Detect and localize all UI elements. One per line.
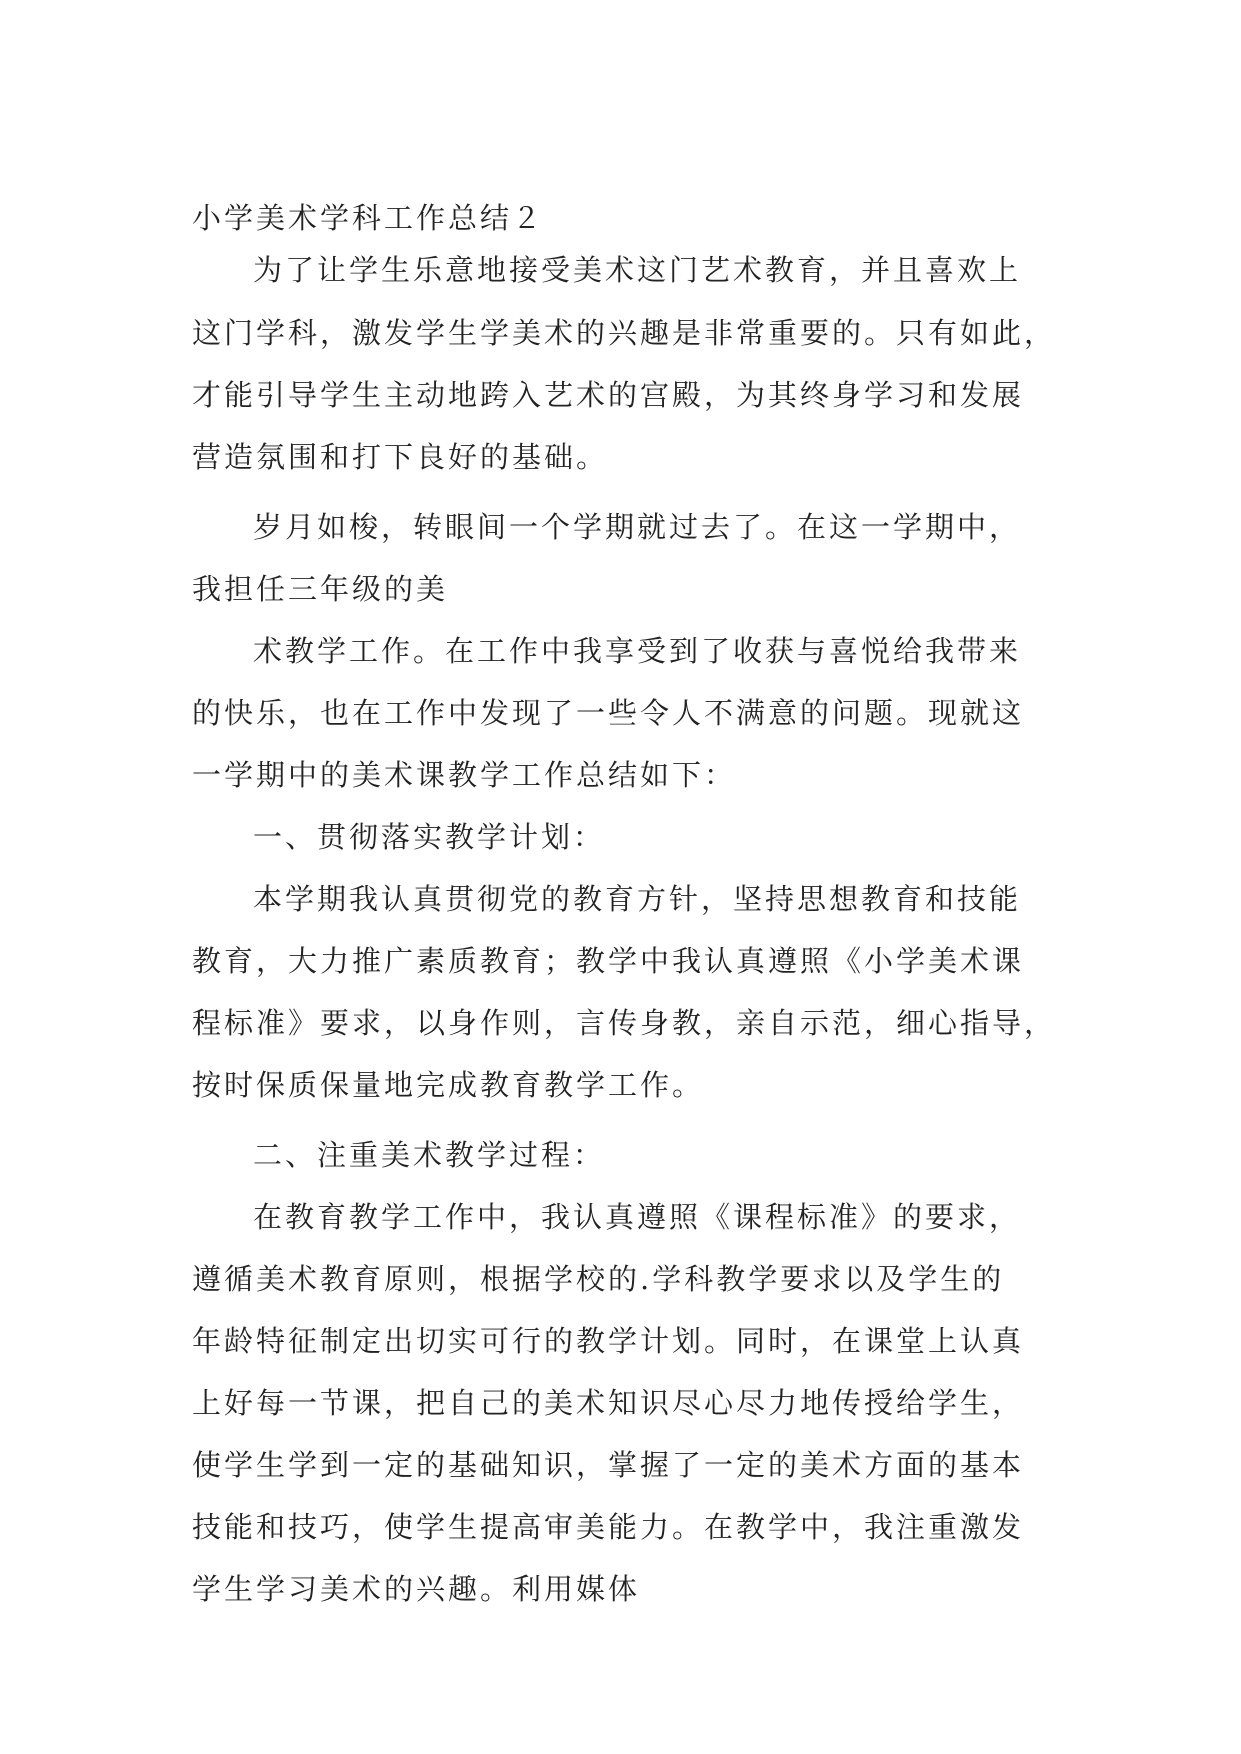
text-line: 学生学习美术的兴趣。利用媒体 <box>192 1572 641 1606</box>
text-line: 的快乐，也在工作中发现了一些令人不满意的问题。现就这 <box>192 696 1025 730</box>
text-line: 这门学科，激发学生学美术的兴趣是非常重要的。只有如此， <box>192 316 1057 350</box>
text-line: 在教育教学工作中，我认真遵照《课程标准》的要求， <box>253 1200 1022 1234</box>
text-line: 遵循美术教育原则，根据学校的.学科教学要求以及学生的 <box>192 1262 1005 1296</box>
text-line: 营造氛围和打下良好的基础。 <box>192 440 609 474</box>
text-line: 岁月如梭，转眼间一个学期就过去了。在这一学期中， <box>253 510 1022 544</box>
text-line: 使学生学到一定的基础知识，掌握了一定的美术方面的基本 <box>192 1448 1025 1482</box>
document-title: 小学美术学科工作总结２ <box>192 201 545 235</box>
text-line: 术教学工作。在工作中我享受到了收获与喜悦给我带来 <box>253 634 1022 668</box>
text-line: 年龄特征制定出切实可行的教学计划。同时，在课堂上认真 <box>192 1324 1025 1358</box>
text-line: 上好每一节课，把自己的美术知识尽心尽力地传授给学生， <box>192 1386 1025 1420</box>
text-line: 按时保质保量地完成教育教学工作。 <box>192 1068 705 1102</box>
text-line: 本学期我认真贯彻党的教育方针，坚持思想教育和技能 <box>253 882 1022 916</box>
text-line: 一学期中的美术课教学工作总结如下： <box>192 758 737 792</box>
text-line: 才能引导学生主动地跨入艺术的宫殿，为其终身学习和发展 <box>192 378 1025 412</box>
text-line: 程标准》要求，以身作则，言传身教，亲自示范，细心指导， <box>192 1006 1057 1040</box>
section-heading: 一、贯彻落实教学计划： <box>253 820 606 854</box>
text-line: 教育，大力推广素质教育；教学中我认真遵照《小学美术课 <box>192 944 1025 978</box>
text-line: 技能和技巧，使学生提高审美能力。在教学中，我注重激发 <box>192 1510 1025 1544</box>
text-line: 为了让学生乐意地接受美术这门艺术教育，并且喜欢上 <box>253 253 1022 287</box>
section-heading: 二、注重美术教学过程： <box>253 1138 606 1172</box>
text-line: 我担任三年级的美 <box>192 572 449 606</box>
